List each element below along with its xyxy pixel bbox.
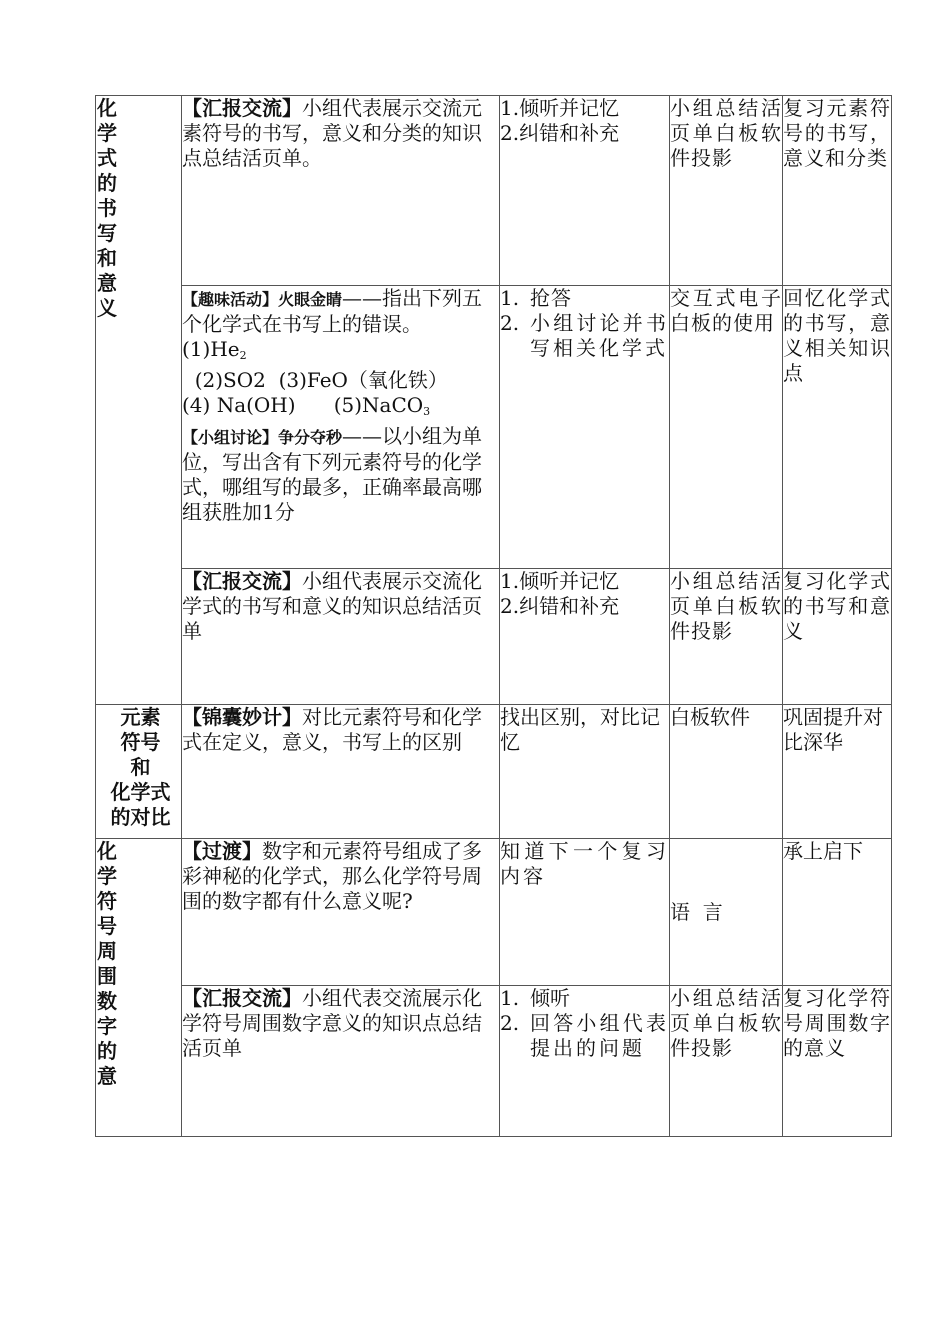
student-text: 知道下一个复习内容: [500, 839, 669, 888]
media-cell: [670, 286, 783, 569]
student-cell: [500, 96, 670, 286]
intent-text: 巩固提升对比深华: [783, 705, 883, 754]
intent-cell: [783, 839, 892, 986]
stage-label: 化学式的书写和意义: [97, 96, 117, 320]
activity-text: 小组代表展示交流元素符号的书写，意义和分类的知识点总结活页单。: [182, 96, 482, 170]
student-cell: [500, 986, 670, 1137]
media-text: 小组总结活页单白板软件投影: [670, 986, 782, 1060]
stage-cell-numbers: [96, 839, 182, 1137]
media-text: 小组总结活页单白板软件投影: [670, 96, 782, 170]
table-row: [96, 569, 892, 705]
student-step: 1. 倾听: [500, 986, 570, 1010]
activity-tag: 【趣味活动】: [182, 290, 279, 309]
media-text: 小组总结活页单白板软件投影: [670, 569, 782, 643]
intent-text: 复习化学符号周围数字的意义: [783, 986, 891, 1060]
activity-tag: 【汇报交流】: [182, 569, 302, 593]
stage-line: 化学式: [110, 780, 171, 804]
stage-line: 的对比: [110, 805, 171, 829]
student-text: 找出区别，对比记忆: [500, 705, 660, 754]
activity-tag: 【锦囊妙计】: [182, 705, 302, 729]
error-items-line-2: (4) Na(OH) (5)NaCO$_3$: [182, 393, 431, 418]
student-step: 2.纠错和补充: [500, 594, 620, 618]
activity-title: 火眼金睛: [278, 290, 343, 309]
student-cell: [500, 286, 670, 569]
student-step: 2.纠错和补充: [500, 121, 620, 145]
student-steps: [500, 286, 669, 361]
stage-line: 元素: [120, 705, 161, 729]
table-row: [96, 986, 892, 1137]
intent-text: 复习元素符号的书写，意义和分类: [783, 96, 891, 170]
student-step: 1.倾听并记忆: [500, 96, 620, 120]
table-row: [96, 705, 892, 839]
student-step: 2. 回答小组代表提出的问题: [500, 1011, 669, 1060]
media-text: 语 言: [670, 899, 723, 924]
media-cell: [670, 569, 783, 705]
intent-cell: [783, 96, 892, 286]
stage-line: 和: [130, 755, 151, 779]
media-text: 交互式电子白板的使用: [670, 286, 782, 335]
stage-cell-compare: [96, 705, 182, 839]
activity-cell: [182, 705, 500, 839]
intent-text: 回忆化学式的书写，意义相关知识点: [783, 286, 891, 385]
media-text: 白板软件: [670, 705, 750, 729]
media-cell: [670, 705, 783, 839]
stage-label: 化学符号周围数字的意: [97, 839, 117, 1088]
activity-cell: [182, 986, 500, 1137]
student-step: 1.倾听并记忆: [500, 569, 620, 593]
student-step: 2. 小组讨论并书写相关化学式: [500, 311, 669, 360]
student-cell: [500, 569, 670, 705]
student-cell: [500, 705, 670, 839]
stage-cell-formula: [96, 96, 182, 705]
activity-text: 小组代表展示交流化学式的书写和意义的知识总结活页单: [182, 569, 482, 643]
activity-text: 小组代表交流展示化学符号周围数字意义的知识点总结活页单: [182, 986, 482, 1060]
activity-text: 对比元素符号和化学式在定义，意义，书写上的区别: [182, 705, 482, 754]
table-row: [96, 839, 892, 986]
activity-text: 数字和元素符号组成了多彩神秘的化学式，那么化学符号周围的数字都有什么意义呢?: [182, 839, 482, 913]
student-steps: [500, 986, 669, 1061]
error-items-line-1: $(1)He_2$ (2)SO2 (3)FeO（氧化铁）: [182, 337, 448, 392]
activity-cell: [182, 286, 500, 569]
activity-cell: [182, 96, 500, 286]
stage-line: 符号: [120, 730, 161, 754]
media-cell: [670, 839, 783, 986]
discussion-tag: 【小组讨论】: [182, 428, 279, 447]
student-cell: [500, 839, 670, 986]
media-cell: [670, 986, 783, 1137]
activity-tag: 【汇报交流】: [182, 96, 302, 120]
table-row: [96, 96, 892, 286]
intent-cell: [783, 986, 892, 1137]
activity-cell: [182, 569, 500, 705]
intent-cell: [783, 569, 892, 705]
media-cell: [670, 96, 783, 286]
student-step: 1. 抢答: [500, 286, 572, 310]
discussion-text: ——以小组为单位，写出含有下列元素符号的化学式，哪组写的最多，正确率最高哪组获胜加1分: [182, 424, 483, 524]
activity-tag: 【过渡】: [182, 839, 262, 863]
intent-text: 承上启下: [783, 839, 863, 863]
intent-text: 复习化学式的书写和意义: [783, 569, 891, 643]
table-row: [96, 286, 892, 569]
discussion-title: 争分夺秒: [278, 428, 343, 447]
activity-tag: 【汇报交流】: [182, 986, 302, 1010]
activity-cell: [182, 839, 500, 986]
lesson-plan-table: [95, 95, 892, 1137]
intent-cell: [783, 286, 892, 569]
activity-text: ——指出下列五个化学式在书写上的错误。: [182, 286, 483, 336]
intent-cell: [783, 705, 892, 839]
